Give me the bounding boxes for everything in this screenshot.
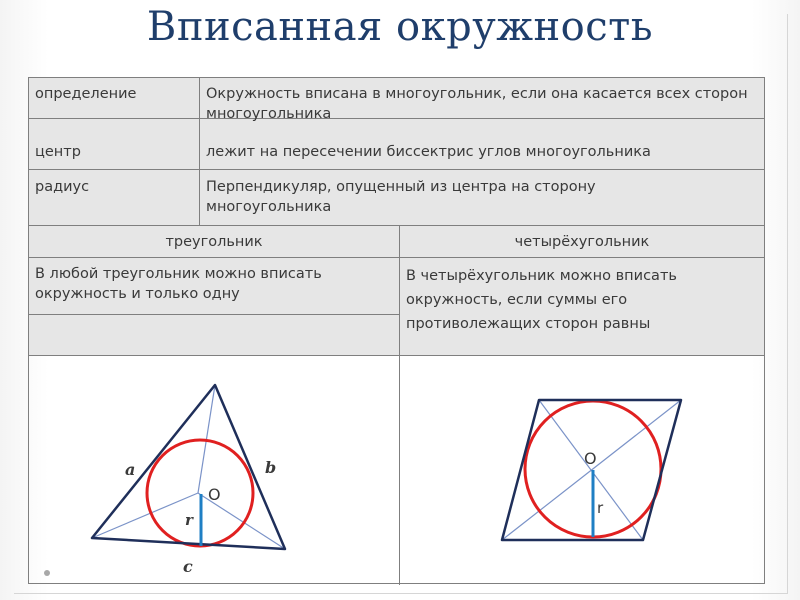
triangle-text: В любой треугольник можно вписать окружность и только одну (35, 266, 322, 302)
slide-title: Вписанная окружность (146, 4, 654, 50)
bisector-line (92, 493, 198, 538)
side-b-label: b (265, 458, 277, 477)
header-triangle: треугольник (165, 234, 263, 250)
label-definition: определение (35, 86, 137, 102)
triangle-figure (92, 385, 285, 576)
text-definition: Окружность вписана в многоугольник, если она касается всех сторон многоугольника (206, 86, 748, 122)
header-quadrilateral: четырёхугольник (514, 234, 650, 250)
radius-label: r (597, 499, 604, 517)
side-c-label: c (183, 557, 193, 576)
center-label: O (584, 449, 597, 468)
label-center: центр (35, 144, 81, 160)
bullet-dot (44, 570, 50, 576)
quadrilateral-figure (502, 400, 681, 540)
side-a-label: a (125, 460, 136, 479)
text-center: лежит на пересечении биссектрис углов многоугольника (206, 144, 651, 160)
text-radius: Перпендикуляр, опущенный из центра на сторону многоугольника (206, 179, 596, 215)
label-radius: радиус (35, 179, 90, 195)
radius-label: r (185, 511, 193, 529)
quadrilateral-text: В четырёхугольник можно вписать окружность, если суммы его противолежащих сторон равны (406, 268, 677, 332)
center-label: O (208, 485, 221, 504)
